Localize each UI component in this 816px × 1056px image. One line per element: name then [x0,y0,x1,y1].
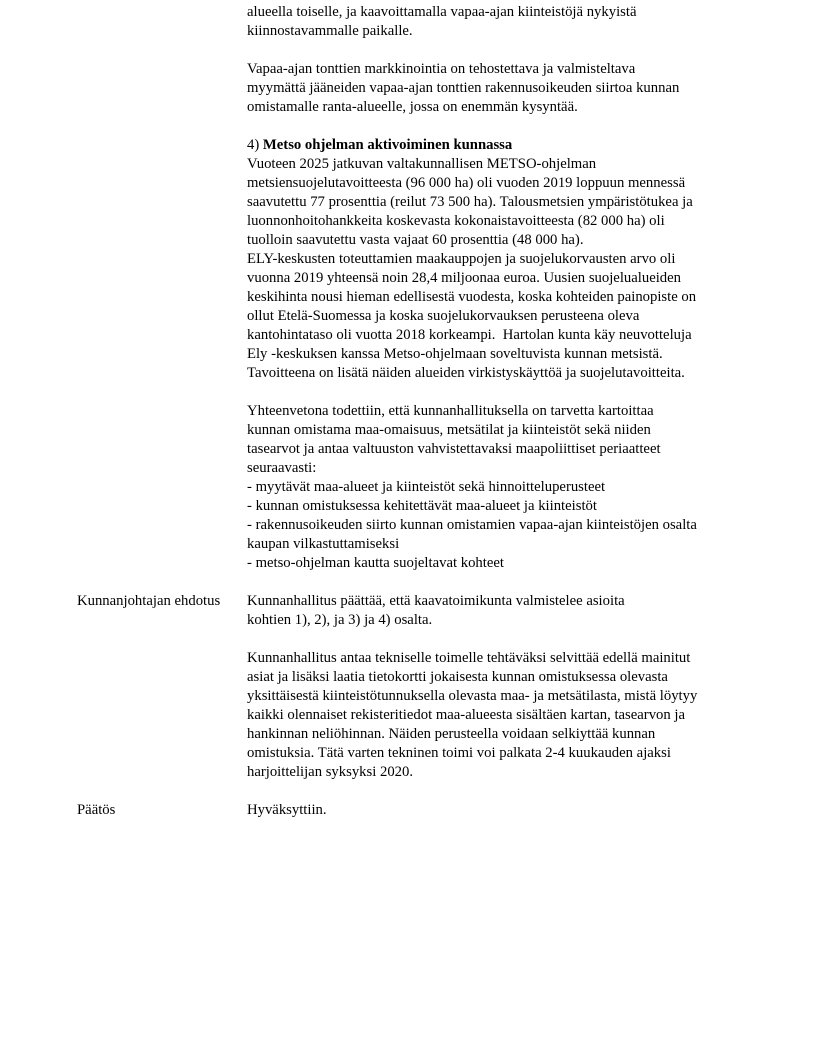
text-line: - myytävät maa-alueet ja kiinteistöt sekä hinnoitteluperusteet [247,479,606,495]
text-line: kaikki olennaiset rekisteritiedot maa-alueesta sisältäen kartan, tasearvon ja [247,707,686,723]
paragraph [247,136,786,383]
text-line: seuraavasti: [247,460,317,476]
text-line: omistamalle ranta-alueelle, jossa on enemmän kysyntää. [247,99,578,115]
text-line: hankinnan neliöhinnan. Näiden perusteella voidaan selkiyttää kunnan [247,726,656,742]
section-heading-title: Metso ohjelman aktivoiminen kunnassa [262,137,513,153]
text-line: yksittäisestä kiinteistötunnuksella olevasta maa- ja metsätilasta, mistä löytyy [247,688,698,704]
text-line: tuolloin saavutettu vasta vajaat 60 prosenttia (48 000 ha). [247,232,584,248]
text-line: Yhteenvetona todettiin, että kunnanhallituksella on tarvetta kartoittaa [247,403,654,419]
section-heading-number: 4) [247,137,263,153]
text-line: Ely -keskuksen kanssa Metso-ohjelmaan soveltuvista kunnan metsistä. [247,346,663,362]
text-line: Kunnanhallitus antaa tekniselle toimelle tehtäväksi selvittää edellä mainitut [247,650,691,666]
text-line: Tavoitteena on lisätä näiden alueiden virkistyskäyttöä ja suojelutavoitteita. [247,365,685,381]
text-line: harjoittelijan syksyksi 2020. [247,764,414,780]
text-line: keskihinta nousi hieman edellisestä vuodesta, koska kohteiden painopiste on [247,289,697,305]
row-body [247,801,786,839]
section-heading [247,136,786,155]
text-line: Hyväksyttiin. [247,802,327,818]
row-body [247,592,786,801]
document-row [77,801,786,839]
text-line: kohtien 1), 2), ja 3) ja 4) osalta. [247,612,433,628]
text-line: Vapaa-ajan tonttien markkinointia on tehostettava ja valmisteltava [247,61,636,77]
text-line: - metso-ohjelman kautta suojeltavat kohteet [247,555,504,571]
text-line: ollut Etelä-Suomessa ja koska suojelukorvauksen perusteena oleva [247,308,640,324]
document-rows [77,3,786,839]
document-row [77,3,786,592]
text-line: omistuksia. Tätä varten tekninen toimi voi palkata 2-4 kuukauden ajaksi [247,745,671,761]
paragraph [247,592,786,630]
text-line: kiinnostavammalle paikalle. [247,23,413,39]
paragraph [247,649,786,782]
text-line: kantohintataso oli vuotta 2018 korkeampi. Hartolan kunta käy neuvotteluja [247,327,692,343]
text-line: Kunnanhallitus päättää, että kaavatoimikunta valmistelee asioita [247,593,625,609]
paragraph [247,60,786,117]
text-line: asiat ja lisäksi laatia tietokortti jokaisesta kunnan omistuksessa olevasta [247,669,668,685]
paragraph [247,801,786,820]
document-row [77,592,786,801]
row-label: Kunnanjohtajan ehdotus [77,593,221,609]
paragraph [247,3,786,41]
text-line: - rakennusoikeuden siirto kunnan omistamien vapaa-ajan kiinteistöjen osalta [247,517,697,533]
text-line: tasearvot ja antaa valtuuston vahvistettavaksi maapoliittiset periaatteet [247,441,661,457]
text-line: kunnan omistama maa-omaisuus, metsätilat ja kiinteistöt sekä niiden [247,422,651,438]
text-line: kaupan vilkastuttamiseksi [247,536,400,552]
text-line: vuonna 2019 yhteensä noin 28,4 miljoonaa euroa. Uusien suojelualueiden [247,270,681,286]
text-line: myymättä jääneiden vapaa-ajan tonttien rakennusoikeuden siirtoa kunnan [247,80,680,96]
row-label: Päätös [77,802,116,818]
text-line: metsiensuojelutavoitteesta (96 000 ha) oli vuoden 2019 loppuun mennessä [247,175,686,191]
text-line: saavutettu 77 prosenttia (reilut 73 500 ha). Talousmetsien ympäristötukea ja [247,194,693,210]
text-line: luonnonhoitohankkeita koskevasta kokonaistavoitteesta (82 000 ha) oli [247,213,665,229]
paragraph [247,402,786,573]
text-line: ELY-keskusten toteuttamien maakauppojen ja suojelukorvausten arvo oli [247,251,676,267]
text-line: - kunnan omistuksessa kehitettävät maa-alueet ja kiinteistöt [247,498,597,514]
row-body [247,3,786,592]
text-line: Vuoteen 2025 jatkuvan valtakunnallisen METSO-ohjelman [247,156,597,172]
text-line: alueella toiselle, ja kaavoittamalla vapaa-ajan kiinteistöjä nykyistä [247,4,637,20]
